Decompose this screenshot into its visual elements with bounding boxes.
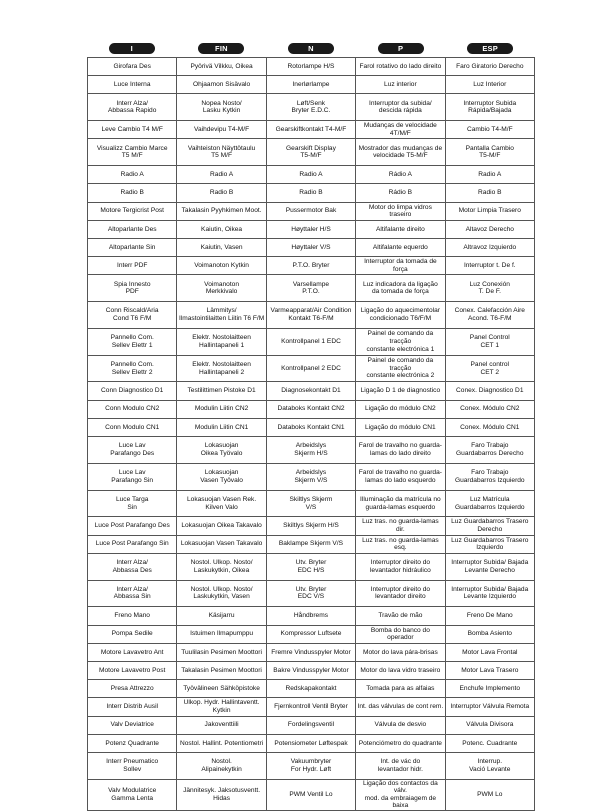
portuguese-cell: Farol de travalho no guarda- lamas do lado direito	[356, 437, 445, 464]
finnish-cell: Nostol. Alipainekytkin	[177, 752, 266, 779]
finnish-cell: Kaiutin, Vasen	[177, 238, 266, 256]
italian-cell: Radio A	[88, 166, 177, 184]
portuguese-cell: Altifalante direito	[356, 220, 445, 238]
table-row	[88, 184, 535, 202]
finnish-cell: Työvälineen Sähköpistoke	[177, 680, 266, 698]
portuguese-cell: Int. de vác do levantador hidr.	[356, 752, 445, 779]
table-body	[88, 58, 535, 811]
spanish-cell: Potenc. Cuadrante	[445, 734, 534, 752]
norwegian-cell: Fjernkontroll Ventil Bryter	[266, 698, 355, 716]
portuguese-cell: Motor do lava pára-brisas	[356, 643, 445, 661]
table-row	[88, 661, 535, 679]
finnish-cell: Elektr. Nostolaitteen Hallintapaneli 2	[177, 355, 266, 382]
norwegian-cell: Radio B	[266, 184, 355, 202]
norwegian-cell: Kontrollpanel 2 EDC	[266, 355, 355, 382]
component-translation-table	[87, 57, 535, 811]
spanish-cell: Interruptor Subida/ Bajada Levante Derecho	[445, 553, 534, 580]
norwegian-cell: Databoks Kontakt CN1	[266, 418, 355, 436]
table-row	[88, 275, 535, 302]
italian-cell: Radio B	[88, 184, 177, 202]
table-row	[88, 437, 535, 464]
portuguese-cell: Rádio A	[356, 166, 445, 184]
italian-cell: Valv Deviatrice	[88, 716, 177, 734]
translation-table-sheet	[87, 40, 535, 811]
table-row	[88, 752, 535, 779]
finnish-cell: Radio A	[177, 166, 266, 184]
spanish-cell: Interruptor Válvula Remota	[445, 698, 534, 716]
table-row	[88, 463, 535, 490]
finnish-cell: Modulin Liitin CN1	[177, 418, 266, 436]
table-row	[88, 625, 535, 643]
norwegian-cell: Gearskiftkontakt T4-M/F	[266, 121, 355, 139]
portuguese-cell: Ligação do módulo CN2	[356, 400, 445, 418]
table-row	[88, 302, 535, 329]
italian-cell: Interr Alza/ Abbassa Rapido	[88, 94, 177, 121]
spanish-cell: Luz Conexión T. De F.	[445, 275, 534, 302]
norwegian-cell: Kompressor Luftsete	[266, 625, 355, 643]
table-row	[88, 328, 535, 355]
italian-cell: Conn Modulo CN1	[88, 418, 177, 436]
italian-cell: Potenz Quadrante	[88, 734, 177, 752]
norwegian-cell: Arbeidslys Skjerm V/S	[266, 463, 355, 490]
spanish-cell: Motor Lava Frontal	[445, 643, 534, 661]
portuguese-cell: Bomba do banco do operador	[356, 625, 445, 643]
language-header	[87, 40, 535, 57]
norwegian-cell: Radio A	[266, 166, 355, 184]
finnish-cell: Voimanoton Kytkin	[177, 257, 266, 275]
italian-cell: Girofara Des	[88, 58, 177, 76]
spanish-cell: Interruptor t. De f.	[445, 257, 534, 275]
norwegian-cell: Vakuumbryter For Hydr. Løft	[266, 752, 355, 779]
portuguese-cell: Interruptor direito do levantador hidráulico	[356, 553, 445, 580]
table-row	[88, 490, 535, 517]
italian-cell: Conn Modulo CN2	[88, 400, 177, 418]
norwegian-cell: Kontrollpanel 1 EDC	[266, 328, 355, 355]
spanish-cell: Panel control CET 2	[445, 355, 534, 382]
portuguese-cell: Altifalante equerdo	[356, 238, 445, 256]
spanish-cell: Interrup. Vació Levante	[445, 752, 534, 779]
italian-cell: Altoparlante Des	[88, 220, 177, 238]
portuguese-cell: Luz indicadora da ligação da tomada de força	[356, 275, 445, 302]
italian-cell: Luce Post Parafango Des	[88, 517, 177, 535]
norwegian-cell: Varsellampe P.T.O.	[266, 275, 355, 302]
spanish-cell: Válvula Divisora	[445, 716, 534, 734]
finnish-cell: Vaihdevipu T4-M/F	[177, 121, 266, 139]
italian-cell: Altoparlante Sin	[88, 238, 177, 256]
spanish-cell: Luz Guardabarros Trasero Izquierdo	[445, 535, 534, 553]
portuguese-cell: Luz interior	[356, 76, 445, 94]
spanish-cell: Radio B	[445, 184, 534, 202]
spanish-cell: Altravoz Izquierdo	[445, 238, 534, 256]
norwegian-cell: Arbeidslys Skjerm H/S	[266, 437, 355, 464]
norwegian-cell: Utv. Bryter EDC H/S	[266, 553, 355, 580]
portuguese-cell: Int. das válvulas de cont rem.	[356, 698, 445, 716]
italian-cell: Luce Lav Parafango Des	[88, 437, 177, 464]
italian-cell: Luce Targa Sin	[88, 490, 177, 517]
italian-cell: Presa Attrezzo	[88, 680, 177, 698]
finnish-cell: Lokasuojan Vasen Rek. Kilven Valo	[177, 490, 266, 517]
italian-cell: Visualizz Cambio Marce T5 M/F	[88, 139, 177, 166]
spanish-cell: Motor Lava Trasero	[445, 661, 534, 679]
finnish-cell: Nostol. Ulkop. Nosto/ Laskukytkin, Vasen	[177, 580, 266, 607]
spanish-cell: Panel Control CET 1	[445, 328, 534, 355]
portuguese-cell: Luz tras. no guarda-lamas dir.	[356, 517, 445, 535]
italian-cell: Luce Lav Parafango Sin	[88, 463, 177, 490]
finnish-cell: Elektr. Nostolaitteen Hallintapaneli 1	[177, 328, 266, 355]
italian-cell: Valv Modulatrice Gamma Lenta	[88, 779, 177, 810]
table-row	[88, 716, 535, 734]
portuguese-cell: Rádio B	[356, 184, 445, 202]
portuguese-cell: Farol de travalho no guarda- lamas do lado esquerdo	[356, 463, 445, 490]
table-row	[88, 220, 535, 238]
language-label-finnish: FIN	[198, 43, 244, 54]
spanish-cell: Interruptor Subida Rápida/Bajada	[445, 94, 534, 121]
norwegian-cell: Skiltlys Skjerm H/S	[266, 517, 355, 535]
finnish-cell: Takalasin Pyyhkimen Moot.	[177, 202, 266, 220]
italian-cell: Interr Alza/ Abbassa Des	[88, 553, 177, 580]
norwegian-cell: P.T.O. Bryter	[266, 257, 355, 275]
portuguese-cell: Mudanças de velocidade 4T/M/F	[356, 121, 445, 139]
italian-cell: Pannello Com. Sellev Elettr 1	[88, 328, 177, 355]
portuguese-cell: Interruptor da subida/ descida rápida	[356, 94, 445, 121]
finnish-cell: Modulin Liitin CN2	[177, 400, 266, 418]
spanish-cell: Conex. Módulo CN1	[445, 418, 534, 436]
italian-cell: Conn Diagnostico D1	[88, 382, 177, 400]
italian-cell: Leve Cambio T4 M/F	[88, 121, 177, 139]
finnish-cell: Jännitesyk. Jaksotusventt. Hidas	[177, 779, 266, 810]
norwegian-cell: Diagnosekontakt D1	[266, 382, 355, 400]
spanish-cell: Conex. Calefacción Aire Acond. T6-F/M	[445, 302, 534, 329]
italian-cell: Pompa Sedile	[88, 625, 177, 643]
spanish-cell: Radio A	[445, 166, 534, 184]
norwegian-cell: Fremre Vindusspyler Motor	[266, 643, 355, 661]
finnish-cell: Radio B	[177, 184, 266, 202]
italian-cell: Interr Alza/ Abbassa Sin	[88, 580, 177, 607]
table-row	[88, 418, 535, 436]
table-row	[88, 76, 535, 94]
spanish-cell: Luz Guardabarros Trasero Derecho	[445, 517, 534, 535]
spanish-cell: PWM Lo	[445, 779, 534, 810]
finnish-cell: Nopea Nosto/ Lasku Kytkin	[177, 94, 266, 121]
spanish-cell: Faro Trabajo Guardabarros Derecho	[445, 437, 534, 464]
norwegian-cell: Redskapakontakt	[266, 680, 355, 698]
table-row	[88, 94, 535, 121]
finnish-cell: Ohjaamon Sisävalo	[177, 76, 266, 94]
norwegian-cell: Høyttaler V/S	[266, 238, 355, 256]
italian-cell: Motore Lavavetro Ant	[88, 643, 177, 661]
norwegian-cell: Høyttaler H/S	[266, 220, 355, 238]
italian-cell: Pannello Com. Sellev Elettr 2	[88, 355, 177, 382]
norwegian-cell: Baklampe Skjerm V/S	[266, 535, 355, 553]
spanish-cell: Altavoz Derecho	[445, 220, 534, 238]
finnish-cell: Takalasin Pesimen Moottori	[177, 661, 266, 679]
portuguese-cell: Ligação D 1 de diagnostico	[356, 382, 445, 400]
portuguese-cell: Tomada para as alfaias	[356, 680, 445, 698]
norwegian-cell: Utv. Bryter EDC V/S	[266, 580, 355, 607]
spanish-cell: Faro Giratorio Derecho	[445, 58, 534, 76]
spanish-cell: Bomba Asiento	[445, 625, 534, 643]
finnish-cell: Nostol. Hallint. Potentiometri	[177, 734, 266, 752]
spanish-cell: Conex. Diagnostico D1	[445, 382, 534, 400]
spanish-cell: Interruptor Subida/ Bajada Levante Izquierdo	[445, 580, 534, 607]
norwegian-cell: Skiltlys Skjerm V/S	[266, 490, 355, 517]
spanish-cell: Conex. Módulo CN2	[445, 400, 534, 418]
table-row	[88, 202, 535, 220]
portuguese-cell: Interruptor da tomada de força	[356, 257, 445, 275]
table-row	[88, 121, 535, 139]
finnish-cell: Voimanoton Merkkivalo	[177, 275, 266, 302]
italian-cell: Motore Lavavetro Post	[88, 661, 177, 679]
italian-cell: Interr Distrib Ausil	[88, 698, 177, 716]
finnish-cell: Jakoventtiili	[177, 716, 266, 734]
norwegian-cell: Varmeapparat/Air Condition Kontakt T6-F/M	[266, 302, 355, 329]
finnish-cell: Istuimen Ilmapumppu	[177, 625, 266, 643]
portuguese-cell: Illuminação da matrícula no guarda-lamas esquerdo	[356, 490, 445, 517]
spanish-cell: Luz Interior	[445, 76, 534, 94]
portuguese-cell: Interruptor direito do levantador direito	[356, 580, 445, 607]
finnish-cell: Lokasuojan Oikea Takavalo	[177, 517, 266, 535]
table-row	[88, 734, 535, 752]
spanish-cell: Freno De Mano	[445, 607, 534, 625]
finnish-cell: Lämmitys/ Ilmastointilaitten Liitin T6 F/M	[177, 302, 266, 329]
finnish-cell: Lokasuojan Vasen Takavalo	[177, 535, 266, 553]
norwegian-cell: PWM Ventil Lo	[266, 779, 355, 810]
portuguese-cell: Ligação dos contactos da válv. mod. da embraiagem de baixa	[356, 779, 445, 810]
portuguese-cell: Válvula de desvio	[356, 716, 445, 734]
portuguese-cell: Luz tras. no guarda-lamas esq.	[356, 535, 445, 553]
table-row	[88, 517, 535, 535]
spanish-cell: Faro Trabajo Guardabarros Izquierdo	[445, 463, 534, 490]
finnish-cell: Lokasuojan Oikea Työvalo	[177, 437, 266, 464]
table-row	[88, 355, 535, 382]
table-row	[88, 400, 535, 418]
finnish-cell: Tuulilasin Pesimen Moottori	[177, 643, 266, 661]
norwegian-cell: Bakre Vindusspyler Motor	[266, 661, 355, 679]
italian-cell: Interr Pneumatico Sollev	[88, 752, 177, 779]
spanish-cell: Motor Limpia Trasero	[445, 202, 534, 220]
norwegian-cell: Databoks Kontakt CN2	[266, 400, 355, 418]
language-label-italian: I	[109, 43, 155, 54]
portuguese-cell: Farol rotativo do lado direito	[356, 58, 445, 76]
table-row	[88, 698, 535, 716]
table-row	[88, 607, 535, 625]
finnish-cell: Vaihteiston Näyttötaulu T5 M/F	[177, 139, 266, 166]
finnish-cell: Lokasuojan Vasen Työvalo	[177, 463, 266, 490]
table-row	[88, 257, 535, 275]
norwegian-cell: Håndbrems	[266, 607, 355, 625]
italian-cell: Conn Riscald/Aria Cond T6 F/M	[88, 302, 177, 329]
language-label-norwegian: N	[288, 43, 334, 54]
italian-cell: Spia Innesto PDF	[88, 275, 177, 302]
finnish-cell: Testilittimen Pistoke D1	[177, 382, 266, 400]
portuguese-cell: Motor do limpa vidros traseiro	[356, 202, 445, 220]
portuguese-cell: Travão de mão	[356, 607, 445, 625]
spanish-cell: Luz Matrícula Guardabarros Izquierdo	[445, 490, 534, 517]
table-row	[88, 680, 535, 698]
portuguese-cell: Painel de comando da tracção constante electrónica 2	[356, 355, 445, 382]
portuguese-cell: Painel de comando da tracção constante electrónica 1	[356, 328, 445, 355]
finnish-cell: Nostol. Ulkop. Nosto/ Laskukytkin, Oikea	[177, 553, 266, 580]
norwegian-cell: Inerlørlampe	[266, 76, 355, 94]
portuguese-cell: Potenciómetro do quadrante	[356, 734, 445, 752]
finnish-cell: Ulkop. Hydr. Hallintaventt. Kytkin	[177, 698, 266, 716]
table-row	[88, 58, 535, 76]
portuguese-cell: Motor do lava vidro traseiro	[356, 661, 445, 679]
table-row	[88, 643, 535, 661]
norwegian-cell: Løft/Senk Bryter E.D.C.	[266, 94, 355, 121]
table-row	[88, 535, 535, 553]
table-row	[88, 553, 535, 580]
italian-cell: Motore Tergicrist Post	[88, 202, 177, 220]
norwegian-cell: Pussermotor Bak	[266, 202, 355, 220]
finnish-cell: Pyörivä Vilkku, Oikea	[177, 58, 266, 76]
norwegian-cell: Gearskift Display T5-M/F	[266, 139, 355, 166]
language-label-spanish: ESP	[467, 43, 513, 54]
table-row	[88, 166, 535, 184]
portuguese-cell: Ligação do aquecimentolar condicionado T6/F/M	[356, 302, 445, 329]
table-row	[88, 139, 535, 166]
norwegian-cell: Fordelingsventil	[266, 716, 355, 734]
portuguese-cell: Ligação do módulo CN1	[356, 418, 445, 436]
table-row	[88, 382, 535, 400]
language-label-portuguese: P	[378, 43, 424, 54]
norwegian-cell: Rotorlampe H/S	[266, 58, 355, 76]
italian-cell: Freno Mano	[88, 607, 177, 625]
finnish-cell: Kaiutin, Oikea	[177, 220, 266, 238]
norwegian-cell: Potensiometer Løftespak	[266, 734, 355, 752]
italian-cell: Luce Interna	[88, 76, 177, 94]
portuguese-cell: Mostrador das mudanças de velocidade T5-M/F	[356, 139, 445, 166]
table-row	[88, 238, 535, 256]
finnish-cell: Käsijarru	[177, 607, 266, 625]
italian-cell: Luce Post Parafango Sin	[88, 535, 177, 553]
spanish-cell: Cambio T4-M/F	[445, 121, 534, 139]
spanish-cell: Pantalla Cambio T5-M/F	[445, 139, 534, 166]
italian-cell: Interr PDF	[88, 257, 177, 275]
table-row	[88, 580, 535, 607]
table-row	[88, 779, 535, 810]
spanish-cell: Enchufe Implemento	[445, 680, 534, 698]
